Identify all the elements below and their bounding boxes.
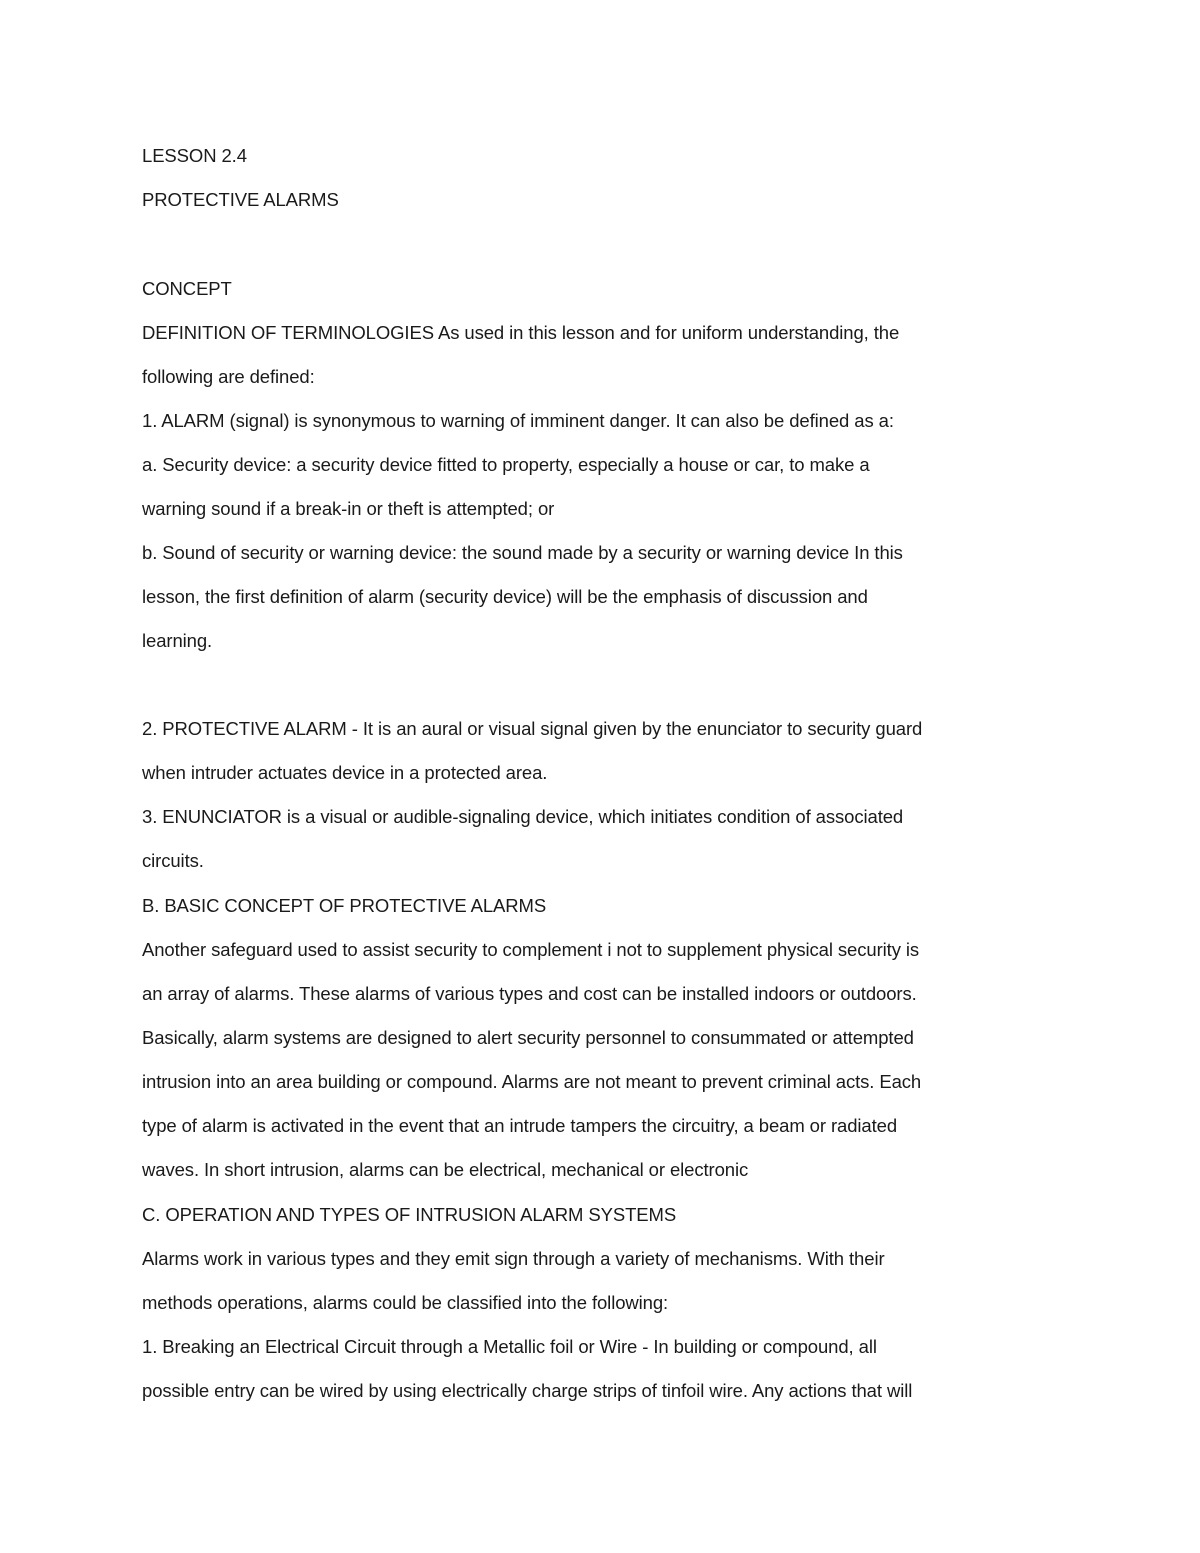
section-heading-basic-concept: B. BASIC CONCEPT OF PROTECTIVE ALARMS bbox=[142, 895, 547, 916]
text-line: warning sound if a break-in or theft is attempted; or bbox=[142, 498, 555, 519]
text-line: Another safeguard used to assist security to complement i not to supplement physical security is bbox=[142, 939, 920, 960]
text-line: 1. ALARM (signal) is synonymous to warning of imminent danger. It can also be defined as a: bbox=[142, 410, 894, 431]
text-line: 2. PROTECTIVE ALARM - It is an aural or visual signal given by the enunciator to security guard bbox=[142, 718, 923, 739]
section-heading-concept: CONCEPT bbox=[142, 278, 232, 299]
text-line: Alarms work in various types and they emit sign through a variety of mechanisms. With their bbox=[142, 1248, 885, 1269]
text-line: possible entry can be wired by using electrically charge strips of tinfoil wire. Any actions that will bbox=[142, 1380, 913, 1401]
text-line: when intruder actuates device in a protected area. bbox=[142, 762, 548, 783]
text-line: b. Sound of security or warning device: the sound made by a security or warning device In this bbox=[142, 542, 903, 563]
text-line: waves. In short intrusion, alarms can be electrical, mechanical or electronic bbox=[142, 1159, 749, 1180]
text-line: methods operations, alarms could be classified into the following: bbox=[142, 1292, 669, 1313]
text-line: DEFINITION OF TERMINOLOGIES As used in this lesson and for uniform understanding, the bbox=[142, 322, 900, 343]
lesson-number: LESSON 2.4 bbox=[142, 145, 247, 166]
text-line: lesson, the first definition of alarm (security device) will be the emphasis of discussion and bbox=[142, 586, 868, 607]
text-line: 3. ENUNCIATOR is a visual or audible-signaling device, which initiates condition of associated bbox=[142, 806, 904, 827]
text-line: a. Security device: a security device fitted to property, especially a house or car, to make a bbox=[142, 454, 870, 475]
text-line: an array of alarms. These alarms of various types and cost can be installed indoors or outdoors. bbox=[142, 983, 917, 1004]
text-line: learning. bbox=[142, 630, 213, 651]
section-heading-operation-types: C. OPERATION AND TYPES OF INTRUSION ALARM SYSTEMS bbox=[142, 1204, 677, 1225]
text-line: intrusion into an area building or compound. Alarms are not meant to prevent criminal acts. Each bbox=[142, 1071, 922, 1092]
text-line: Basically, alarm systems are designed to alert security personnel to consummated or attempted bbox=[142, 1027, 914, 1048]
text-line: 1. Breaking an Electrical Circuit through a Metallic foil or Wire - In building or compound, all bbox=[142, 1336, 877, 1357]
text-line: type of alarm is activated in the event that an intrude tampers the circuitry, a beam or radiated bbox=[142, 1115, 898, 1136]
lesson-title: PROTECTIVE ALARMS bbox=[142, 189, 339, 210]
text-line: circuits. bbox=[142, 850, 204, 871]
text-line: following are defined: bbox=[142, 366, 315, 387]
